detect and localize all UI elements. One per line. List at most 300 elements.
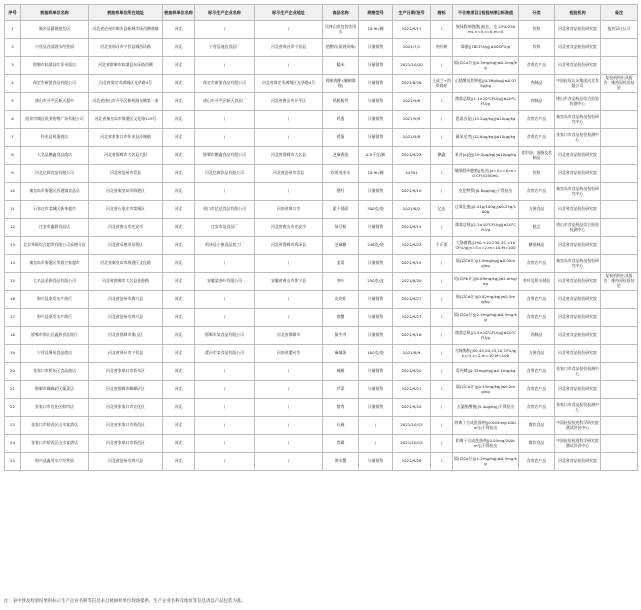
cell-no: 22 — [5, 399, 21, 417]
cell-spec: 计量销售 — [359, 93, 393, 111]
cell-spec: / — [359, 417, 393, 435]
cell-prov: 河北 — [163, 111, 195, 129]
cell-spec: 2.5千克/桶 — [359, 147, 393, 165]
cell-mfr-addr: / — [255, 57, 323, 75]
cell-no: 2 — [5, 39, 21, 57]
table-row — [5, 453, 638, 471]
cell-item: 菌落总数||1.1×10⁵CFU/g||≤10⁴CFU/g — [453, 93, 519, 111]
cell-no: 12 — [5, 219, 21, 237]
cell-date: 2021/9/8 — [393, 129, 431, 147]
cell-remark — [601, 183, 638, 201]
cell-prov: 河北 — [163, 147, 195, 165]
column-header: 被抽样单位名称 — [163, 5, 195, 21]
cell-prov: 河北 — [163, 381, 195, 399]
cell-lab: 秦皇岛市食品药品检验研究中心 — [555, 111, 601, 129]
cell-no: 3 — [5, 57, 21, 75]
column-header: 生产日期/批号 — [393, 5, 431, 21]
cell-unit: 秦皇岛市海港区西港镇食品店 — [21, 183, 89, 201]
column-header: 被抽样单位名称 — [21, 5, 89, 21]
cell-cat: 食用农产品 — [519, 453, 555, 471]
cell-remark — [601, 255, 638, 273]
cell-no: 14 — [5, 255, 21, 273]
cell-no: 13 — [5, 237, 21, 255]
cell-mfr: 唐山市开平区新天食品厂 — [195, 93, 255, 111]
cell-spec: / — [359, 435, 393, 453]
table-row — [5, 291, 638, 309]
cell-spec: 计量销售 — [359, 309, 393, 327]
cell-spec: 计量销售 — [359, 75, 393, 93]
cell-remark — [601, 57, 638, 75]
cell-food: 鸡腿酱骨 — [323, 93, 359, 111]
column-header: 备注 — [601, 5, 638, 21]
cell-mfr-addr: / — [255, 435, 323, 453]
cell-mfr: / — [195, 111, 255, 129]
cell-cat: 食用农产品 — [519, 129, 555, 147]
cell-prov: 河北 — [163, 129, 195, 147]
cell-prov: 河北 — [163, 57, 195, 75]
cell-date: 2021/10/15 — [393, 435, 431, 453]
cell-food: 猪肝 — [323, 183, 359, 201]
cell-date: 2021/9/15 — [393, 219, 431, 237]
cell-remark — [601, 93, 638, 111]
cell-prov: 河北 — [163, 363, 195, 381]
cell-cat: 糕点 — [519, 219, 555, 237]
cell-prov: 河北 — [163, 399, 195, 417]
cell-no: 16 — [5, 291, 21, 309]
cell-mfr: 周口市亿达食品有限公司 — [195, 201, 255, 219]
cell-date: 44391 — [393, 165, 431, 183]
cell-date: 2021/9/23 — [393, 237, 431, 255]
column-header: 标示生产企业地址 — [255, 5, 323, 21]
cell-remark — [601, 219, 638, 237]
cell-no: 20 — [5, 363, 21, 381]
cell-addr: 河北省保定市满城区光华路4号 — [89, 75, 163, 93]
cell-unit: 阳泉市城区欧亚购物广场有限公司 — [21, 111, 89, 129]
table-row — [5, 435, 638, 453]
cell-spec: 计量销售 — [359, 363, 393, 381]
cell-unit: 邯郸市邯山区鑫源食品商行 — [21, 327, 89, 345]
cell-brand: 王成兰+图形商标 — [431, 75, 453, 93]
cell-date: 2021/7/1 — [393, 39, 431, 57]
cell-brand: / — [431, 309, 453, 327]
column-header: 食品名称 — [323, 5, 359, 21]
cell-cat: 糖果制品 — [519, 237, 555, 255]
cell-lab: 张家口市食品检验检测中心 — [555, 129, 601, 147]
cell-lab: 秦皇岛市食品药品检验研究中心 — [555, 255, 601, 273]
cell-food: 长碗 — [323, 417, 359, 435]
cell-item: 镉(以Cd计)||0.33mg/kg||≤0.2mg/kg — [453, 381, 519, 399]
cell-spec: 计量销售 — [359, 291, 393, 309]
cell-cat: 餐饮食品 — [519, 435, 555, 453]
table-row — [5, 147, 638, 165]
cell-no: 15 — [5, 273, 21, 291]
table-row — [5, 201, 638, 219]
cell-lab: 河北省食品检验研究院 — [555, 237, 601, 255]
cell-date: 2021/9/17 — [393, 21, 431, 39]
table-header-row — [5, 5, 638, 21]
cell-spec: 计量销售 — [359, 255, 393, 273]
cell-date: 2021/9/8 — [393, 93, 431, 111]
cell-remark — [601, 237, 638, 255]
cell-item: 氟苯尼考||12.6μg/kg||≤10μg/kg — [453, 129, 519, 147]
cell-food: 鸡蛋 — [323, 111, 359, 129]
cell-brand: 千斤顶 — [431, 237, 453, 255]
cell-food: 绿豆糕 — [323, 219, 359, 237]
cell-cat: 饮料 — [519, 21, 555, 39]
cell-no: 6 — [5, 111, 21, 129]
table-row — [5, 255, 638, 273]
cell-remark — [601, 291, 638, 309]
table-row — [5, 381, 638, 399]
cell-remark — [601, 129, 638, 147]
cell-brand: / — [431, 381, 453, 399]
cell-addr: 河北省张家口市桥西区 — [89, 435, 163, 453]
cell-brand: / — [431, 291, 453, 309]
cell-unit: 张家口市桥东区食品商店 — [21, 363, 89, 381]
cell-date: 2021/9/20 — [393, 363, 431, 381]
cell-item: 阴离子合成洗涤剂||0.045mg/100cm²||不得检出 — [453, 417, 519, 435]
cell-item: 菌落总数||2.3×10⁵CFU/g||≤10⁵CFU/g — [453, 219, 519, 237]
cell-item: 铅(以Pb计)||6.09mg/kg||≤5.0mg/kg — [453, 273, 519, 291]
cell-no: 24 — [5, 435, 21, 453]
cell-date: 2021/9/20 — [393, 399, 431, 417]
cell-mfr: / — [195, 129, 255, 147]
table-row — [5, 417, 638, 435]
cell-food: 皮皮虾 — [323, 291, 359, 309]
cell-food: 芝麻香油 — [323, 147, 359, 165]
cell-remark — [601, 39, 638, 57]
cell-food: 海蟹 — [323, 309, 359, 327]
cell-unit: 邯郸市峰峰矿区蔬菜店 — [21, 381, 89, 399]
cell-mfr-addr: 河北省邯郸市 — [255, 327, 323, 345]
cell-mfr: / — [195, 381, 255, 399]
cell-spec: 计量销售 — [359, 399, 393, 417]
cell-addr: 河北省沧州市海兴县 — [89, 291, 163, 309]
cell-cat: 食用农产品 — [519, 111, 555, 129]
cell-mfr-addr: / — [255, 21, 323, 39]
table-row — [5, 57, 638, 75]
cell-brand: 麦旺树 — [431, 39, 453, 57]
cell-mfr-addr: 河南省漯河市 — [255, 345, 323, 363]
cell-prov: 河北 — [163, 165, 195, 183]
cell-spec: 计量销售 — [359, 111, 393, 129]
cell-mfr: 邯郸市鹏鑫食品有限公司 — [195, 147, 255, 165]
cell-mfr: 保定市新凯食品有限公司 — [195, 75, 255, 93]
cell-prov: 河北 — [163, 75, 195, 93]
cell-mfr: / — [195, 453, 255, 471]
cell-no: 8 — [5, 147, 21, 165]
cell-mfr: 漯河市某食品有限公司 — [195, 345, 255, 363]
cell-addr: 河北省沧州市海兴县 — [89, 309, 163, 327]
cell-cat: 食用农产品 — [519, 255, 555, 273]
cell-date: 2021/9/10 — [393, 183, 431, 201]
cell-mfr-addr: 河南省周口市 — [255, 201, 323, 219]
cell-brand: / — [431, 255, 453, 273]
cell-mfr-addr: 河北省保定市满城区光华路4号 — [255, 75, 323, 93]
cell-food: 韭菜 — [323, 255, 359, 273]
cell-remark — [601, 165, 638, 183]
cell-prov: 河北 — [163, 237, 195, 255]
cell-addr: 河北省张家口市怀来县沙城镇 — [89, 129, 163, 147]
cell-no: 7 — [5, 129, 21, 147]
cell-item: 毒死蜱||0.35mg/kg||≤0.1mg/kg — [453, 363, 519, 381]
cell-mfr-addr: / — [255, 111, 323, 129]
cell-item: 恩诺沙星||15.2μg/kg||≤10μg/kg — [453, 111, 519, 129]
cell-cat: 食用农产品 — [519, 57, 555, 75]
cell-addr: 河北省邯郸市大名县大街 — [89, 147, 163, 165]
cell-food: 芹菜 — [323, 381, 359, 399]
cell-brand: / — [431, 453, 453, 471]
cell-spec: 250克/盒 — [359, 273, 393, 291]
cell-food: 海水蟹 — [323, 453, 359, 471]
column-header: 标示生产企业名称 — [195, 5, 255, 21]
cell-remark — [601, 453, 638, 471]
cell-lab: 河北省食品检验研究院 — [555, 39, 601, 57]
cell-cat: 食用农产品 — [519, 183, 555, 201]
cell-mfr-addr: / — [255, 129, 323, 147]
cell-item: 铜绿假单胞菌||检出，在 CFU/250mL n=5,c=0,m=0 — [453, 21, 519, 39]
cell-unit: 张家口市宣化区鲜肉店 — [21, 399, 89, 417]
cell-remark — [601, 435, 638, 453]
cell-addr: 河北省张家口市桥西区 — [89, 417, 163, 435]
cell-brand: 亿达 — [431, 201, 453, 219]
cell-unit: 北京华联综合超市有限公司承德分店 — [21, 237, 89, 255]
cell-date: 2021/9/16 — [393, 327, 431, 345]
cell-lab: 河北省食品检验研究院 — [555, 309, 601, 327]
cell-mfr-addr: / — [255, 255, 323, 273]
cell-mfr: / — [195, 57, 255, 75]
cell-item: 镉(以Cd计)||0.3mg/kg||≤0.2mg/kg — [453, 57, 519, 75]
cell-mfr: 鸡泽县小康食品加工厂 — [195, 237, 255, 255]
cell-item: 山梨酸及其钾盐||0.38g/kg||≤0.075g/kg — [453, 75, 519, 93]
cell-lab: 河北省食品检验研究院 — [555, 147, 601, 165]
cell-no: 10 — [5, 183, 21, 201]
cell-date: 2021/9/28 — [393, 453, 431, 471]
cell-cat: 肉制品 — [519, 93, 555, 111]
cell-date: 2021/9/27 — [393, 309, 431, 327]
cell-mfr-addr: / — [255, 417, 323, 435]
cell-mfr: / — [195, 255, 255, 273]
cell-addr: 河北省张家口市桥东区 — [89, 363, 163, 381]
cell-brand: / — [431, 399, 453, 417]
cell-remark — [601, 417, 638, 435]
cell-brand: / — [431, 417, 453, 435]
cell-lab: 唐山市食品药品综合检验检测中心 — [555, 93, 601, 111]
cell-unit: 石家庄市栾城区新华超市 — [21, 201, 89, 219]
cell-date: 2021/10/15 — [393, 417, 431, 435]
cell-prov: 河北 — [163, 327, 195, 345]
cell-addr: 河北省张家口市宣化区 — [89, 399, 163, 417]
table-row — [5, 327, 638, 345]
cell-lab: 河北省食品检验研究院 — [555, 165, 601, 183]
cell-cat: 肉制品 — [519, 75, 555, 93]
cell-addr: 河北省唐山市迁安市 — [89, 219, 163, 237]
cell-lab: 中国检验检疫科学研究院测试评价中心 — [555, 417, 601, 435]
cell-prov: 河北 — [163, 309, 195, 327]
cell-spec: 计量销售 — [359, 219, 393, 237]
cell-brand: / — [431, 21, 453, 39]
cell-unit: 怀来县鸡蛋商店 — [21, 129, 89, 147]
cell-unit: 海兴县泰发水产商行 — [21, 309, 89, 327]
cell-date: 2021/9/9 — [393, 111, 431, 129]
cell-mfr: 安徽某茶叶有限公司 — [195, 273, 255, 291]
cell-food: 茶叶 — [323, 273, 359, 291]
cell-item: 大肠菌群||190,<10,230,35,<10 CFU/g||n=5,c=2,m=10,M=100 — [453, 237, 519, 255]
cell-no: 25 — [5, 453, 21, 471]
cell-brand: / — [431, 327, 453, 345]
cell-unit: 唐山市开平区新天超市 — [21, 93, 89, 111]
cell-lab: 中国检验认证集团河北有限公司 — [555, 75, 601, 93]
cell-no: 18 — [5, 327, 21, 345]
table-row — [5, 219, 638, 237]
cell-item: 镉(以Cd计)||0.82mg/kg||≤0.5mg/kg — [453, 291, 519, 309]
table-row — [5, 39, 638, 57]
cell-mfr-addr: / — [255, 453, 323, 471]
cell-mfr-addr: / — [255, 363, 323, 381]
cell-food: 素干锅面 — [323, 201, 359, 219]
cell-brand: / — [431, 93, 453, 111]
cell-food: 民林山泉包装饮用水 — [323, 21, 359, 39]
table-row — [5, 273, 638, 291]
cell-remark — [601, 201, 638, 219]
cell-remark — [601, 309, 638, 327]
cell-item: 镉(以Cd计)||1.9mg/kg||≤0.05mg/kg — [453, 255, 519, 273]
cell-spec: 计量销售 — [359, 381, 393, 399]
table-row — [5, 165, 638, 183]
cell-no: 21 — [5, 381, 21, 399]
cell-spec: 100克/袋 — [359, 345, 393, 363]
cell-spec: 计量销售 — [359, 129, 393, 147]
cell-date: 2021/9/27 — [393, 291, 431, 309]
cell-addr: 河北省邯郸市峰峰矿区 — [89, 381, 163, 399]
table-row — [5, 363, 638, 381]
cell-food: 饮用纯净水 — [323, 165, 359, 183]
cell-spec: 计量销售 — [359, 327, 393, 345]
table-row — [5, 75, 638, 93]
cell-prov: 河北 — [163, 21, 195, 39]
cell-no: 9 — [5, 165, 21, 183]
column-header: 规格型号 — [359, 5, 393, 21]
cell-date: 2021/9/23 — [393, 147, 431, 165]
cell-mfr-addr: 河北省唐山市开平区 — [255, 93, 323, 111]
cell-no: 23 — [5, 417, 21, 435]
cell-cat: 方便食品 — [519, 345, 555, 363]
cell-no: 4 — [5, 75, 21, 93]
cell-lab: 河北省食品检验研究院 — [555, 345, 601, 363]
cell-item: 菌落总数||3.5×10⁵CFU/g||≤10⁵CFU/g — [453, 327, 519, 345]
cell-item: 五氯酚酸钠||5.4μg/kg||不得检出 — [453, 399, 519, 417]
cell-unit: 大名县鹏鑫食品商店 — [21, 147, 89, 165]
cell-lab: 河北省食品检验研究院 — [555, 381, 601, 399]
table-row — [5, 345, 638, 363]
cell-unit: 宁晋县西部酒水经营部 — [21, 39, 89, 57]
cell-prov: 河北 — [163, 453, 195, 471]
cell-item: 克伦特罗||0.8μg/kg||不得检出 — [453, 183, 519, 201]
cell-lab: 唐山市食品药品综合检验检测中心 — [555, 219, 601, 237]
cell-cat: 肉制品 — [519, 327, 555, 345]
cell-mfr: 邯郸市某食品有限公司 — [195, 327, 255, 345]
cell-addr: 河北省秦皇岛市海港区文化路119号 — [89, 111, 163, 129]
cell-unit: 秦皇岛市海港区华润万家超市 — [21, 255, 89, 273]
cell-mfr: 迁安市某食品厂 — [195, 219, 255, 237]
cell-item: 苯并[a]芘||19.3μg/kg||≤10μg/kg — [453, 147, 519, 165]
cell-remark: 复检机构出具报告：维持原检验结论 — [601, 75, 638, 93]
cell-date: 2021/8/20 — [393, 273, 431, 291]
table-row — [5, 129, 638, 147]
cell-no: 11 — [5, 201, 21, 219]
cell-lab: 张家口市食品检验检测中心 — [555, 399, 601, 417]
cell-addr: 河北省沧州市顺乡县新城市场西侧商铺 — [89, 21, 163, 39]
cell-mfr-addr: 河北省邯郸市鸡泽县 — [255, 237, 323, 255]
cell-food: 麻辣条 — [323, 345, 359, 363]
column-header: 不合格项目||检验结果||标准值 — [453, 5, 519, 21]
column-header: 分类 — [519, 5, 555, 21]
cell-addr: 河北省石家庄市栾城区 — [89, 201, 163, 219]
cell-lab: 张家口市食品检验检测中心 — [555, 363, 601, 381]
cell-lab: 河北省食品检验研究院 — [555, 291, 601, 309]
cell-unit: 邯郸市临漳县红军米面店 — [21, 57, 89, 75]
cell-mfr-addr: / — [255, 381, 323, 399]
cell-cat: 食用农产品 — [519, 399, 555, 417]
cell-prov: 河北 — [163, 255, 195, 273]
footnote: 注：表中涉及检验结果的标示生产企业名称等信息来自被抽样单位现场提供，生产企业名称及地址等信息请以产品包装为准。 — [4, 599, 246, 604]
cell-mfr-addr: 安徽省黄山市休宁县 — [255, 273, 323, 291]
table-row — [5, 93, 638, 111]
cell-mfr: 河北亿辉饮品有限公司 — [195, 165, 255, 183]
column-header: 商标 — [431, 5, 453, 21]
cell-cat: 饮料 — [519, 165, 555, 183]
cell-item: 镉(以Cd计)||1.2mg/kg||≤0.5mg/kg — [453, 453, 519, 471]
cell-prov: 河北 — [163, 291, 195, 309]
cell-mfr: 宁晋县迪达食品厂 — [195, 39, 255, 57]
cell-unit: 大名县金源食品有限公司 — [21, 273, 89, 291]
cell-spec: 18.9L/桶 — [359, 165, 393, 183]
cell-no: 1 — [5, 21, 21, 39]
cell-lab: 秦皇岛市食品药品检验研究中心 — [555, 183, 601, 201]
cell-cat: 食用农产品 — [519, 363, 555, 381]
cell-mfr: / — [195, 417, 255, 435]
cell-spec: 300克/袋 — [359, 201, 393, 219]
cell-brand: / — [431, 363, 453, 381]
cell-prov: 河北 — [163, 273, 195, 291]
cell-lab: 河北省食品检验研究院 — [555, 57, 601, 75]
cell-date: 2021/10/20 — [393, 57, 431, 75]
cell-remark — [601, 399, 638, 417]
cell-mfr: / — [195, 435, 255, 453]
cell-mfr: / — [195, 183, 255, 201]
cell-remark — [601, 327, 638, 345]
cell-food: 猪肉 — [323, 399, 359, 417]
cell-prov: 河北 — [163, 183, 195, 201]
cell-remark: 复检机构出具报告：维持原检验结论 — [601, 273, 638, 291]
cell-cat: 方便食品 — [519, 201, 555, 219]
cell-unit: 迁安市鑫源食品店 — [21, 219, 89, 237]
cell-brand: / — [431, 273, 453, 291]
report-table-wrapper — [4, 4, 637, 471]
cell-mfr: / — [195, 21, 255, 39]
cell-brand: / — [431, 129, 453, 147]
cell-remark — [601, 111, 638, 129]
cell-date: 2021/8/9 — [393, 345, 431, 363]
cell-remark: 报告异议认可 — [601, 21, 638, 39]
cell-addr: 河北省秦皇岛市海港区文化路 — [89, 255, 163, 273]
cell-date: 2021/8/28 — [393, 75, 431, 93]
table-body — [5, 21, 638, 471]
cell-brand: / — [431, 57, 453, 75]
cell-mfr-addr: / — [255, 291, 323, 309]
cell-item: 过氧化值||0.41g/100g||≤0.25g/100g — [453, 201, 519, 219]
column-header: 检验机构 — [555, 5, 601, 21]
